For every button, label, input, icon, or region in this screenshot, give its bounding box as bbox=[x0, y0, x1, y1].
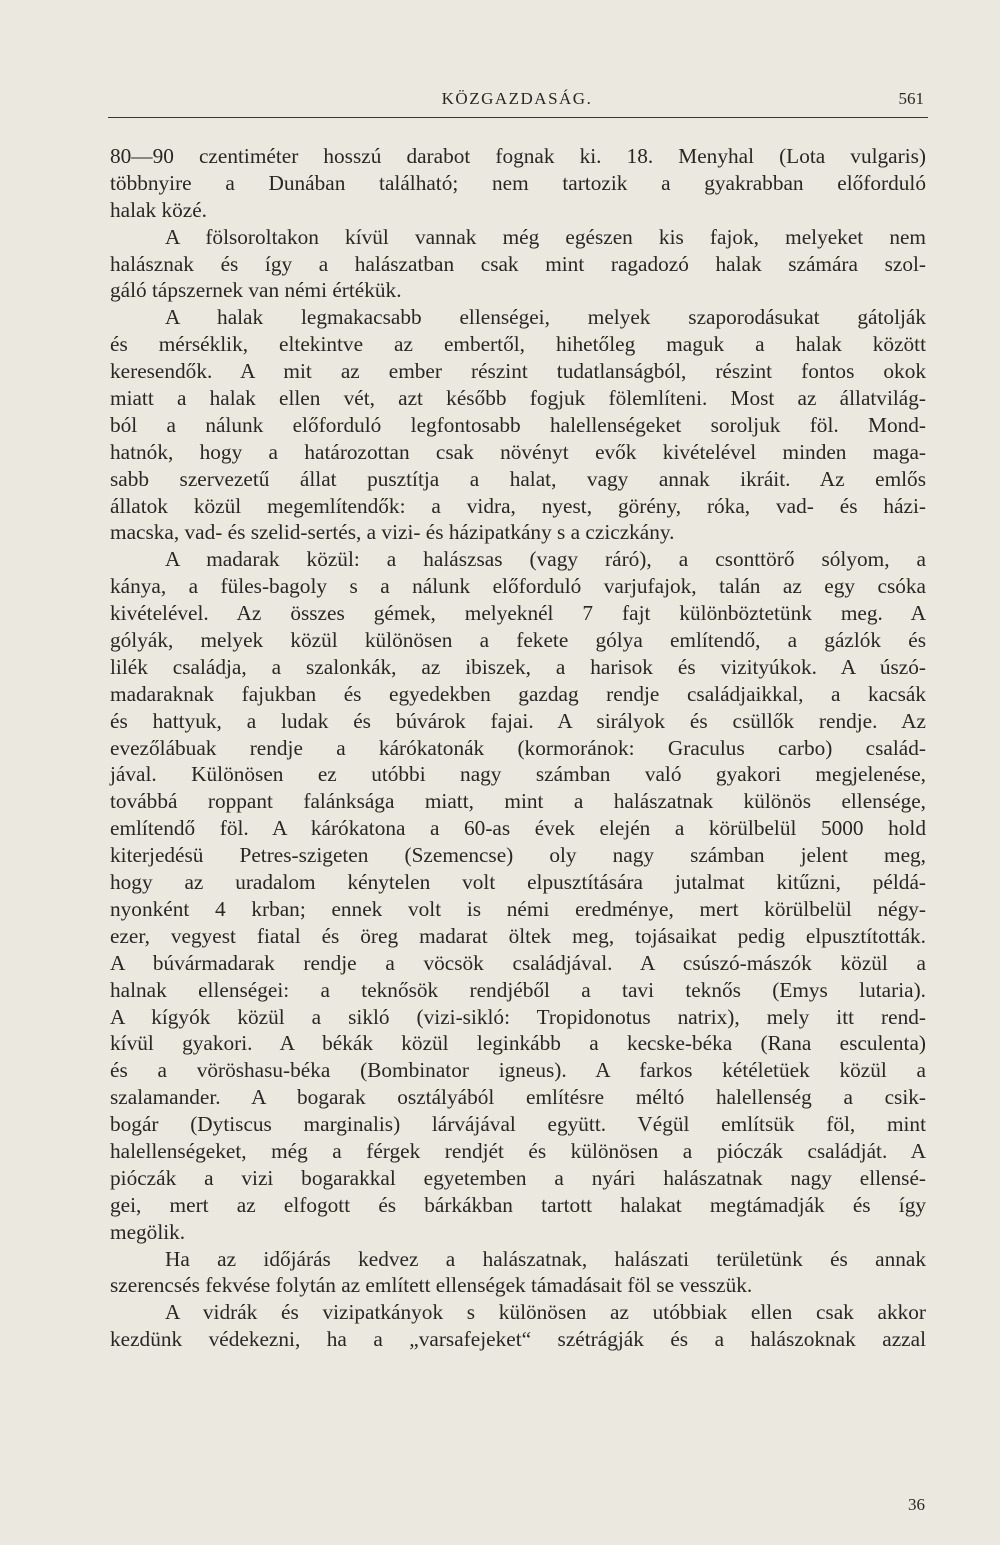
text-line: többnyire a Dunában található; nem tartozik a gyakrabban előforduló bbox=[110, 170, 926, 195]
text-line: kivételével. Az összes gémek, melyeknél 7 fajt különböztetünk meg. A bbox=[110, 601, 926, 626]
text-line: keresendők. A mit az ember részint tudatlanságból, részint fontos okok bbox=[110, 359, 926, 384]
text-line: A kígyók közül a sikló (vizi-sikló: Tropidonotus natrix), mely itt rend- bbox=[110, 1004, 926, 1029]
text-line: A fölsoroltakon kívül vannak még egészen kis fajok, melyeket nem bbox=[165, 224, 926, 249]
text-line: kiterjedésü Petres-szigeten (Szemencse) oly nagy számban jelent meg, bbox=[110, 843, 926, 868]
text-line: halellenségeket, még a férgek rendjét és különösen a pióczák családját. A bbox=[110, 1138, 926, 1163]
text-line: és mérséklik, eltekintve az embertől, hihetőleg maguk a halak között bbox=[110, 332, 926, 357]
text-line: említendő föl. A kárókatona a 60-as évek elején a körülbelül 5000 hold bbox=[110, 816, 926, 841]
text-line: nyonként 4 krban; ennek volt is némi eredménye, mert körülbelül négy- bbox=[110, 896, 926, 921]
text-line: A madarak közül: a halászsas (vagy ráró), a csonttörő sólyom, a bbox=[165, 547, 926, 572]
header-rule bbox=[108, 117, 928, 118]
page-header bbox=[108, 86, 926, 114]
text-line: szerencsés fekvése folytán az említett ellenségek támadásait föl se vesszük. bbox=[110, 1273, 753, 1298]
text-line: evezőlábuak rendje a kárókatonák (kormoránok: Graculus carbo) család- bbox=[110, 735, 926, 760]
page-number: 561 bbox=[898, 89, 924, 108]
text-line: pióczák a vizi bogarakkal egyetemben a nyári halászatnak nagy ellensé- bbox=[110, 1165, 926, 1190]
text-line: továbbá roppant falánksága miatt, mint a halászatnak különös ellensége, bbox=[110, 789, 926, 814]
text-line: miatt a halak ellen vét, azt később fogjuk fölemlíteni. Most az állatvilág- bbox=[110, 386, 926, 411]
text-line: A vidrák és vizipatkányok s különösen az utóbbiak ellen csak akkor bbox=[165, 1300, 926, 1325]
text-line: állatok közül megemlítendők: a vidra, nyest, görény, róka, vad- és házi- bbox=[110, 493, 926, 518]
text-line: ból a nálunk előforduló legfontosabb halellenségeket soroljuk föl. Mond- bbox=[110, 412, 926, 437]
text-line: gáló tápszernek van némi értékük. bbox=[110, 278, 402, 303]
text-line: megölik. bbox=[110, 1219, 186, 1244]
text-line: kánya, a füles-bagoly s a nálunk előforduló varjufajok, talán az egy csóka bbox=[110, 574, 926, 599]
body-text bbox=[110, 143, 926, 1353]
text-line: sabb szervezetű állat pusztítja a halat, vagy annak ikráit. Az emlős bbox=[110, 466, 926, 491]
text-line: bogár (Dytiscus marginalis) lárvájával együtt. Végül említsük föl, mint bbox=[110, 1112, 926, 1137]
text-line: gólyák, melyek közül különösen a fekete gólya említendő, a gázlók és bbox=[110, 628, 926, 653]
text-line: hogy az uradalom kénytelen volt elpusztítására jutalmat kitűzni, példá- bbox=[110, 870, 926, 895]
text-line: lilék családja, a szalonkák, az ibiszek, a harisok és vizityúkok. A úszó- bbox=[110, 654, 926, 679]
text-line: madaraknak fajukban és egyedekben gazdag rendje családjaikkal, a kacsák bbox=[110, 681, 926, 706]
text-line: és a vöröshasu-béka (Bombinator igneus). A farkos kétéletüek közül a bbox=[110, 1058, 926, 1083]
text-line: halak közé. bbox=[110, 197, 207, 222]
text-line: halnak ellenségei: a teknősök rendjéből a tavi teknős (Emys lutaria). bbox=[110, 977, 926, 1002]
text-line: szalamander. A bogarak osztályából említésre méltó halellenség a csik- bbox=[110, 1085, 926, 1110]
text-line: ezer, vegyest fiatal és öreg madarat öltek meg, tojásaikat pedig elpusztították. bbox=[110, 923, 926, 948]
text-line: kívül gyakori. A békák közül leginkább a kecske-béka (Rana esculenta) bbox=[110, 1031, 926, 1056]
text-line: kezdünk védekezni, ha a „varsafejeket“ szétrágják és a halászoknak azzal bbox=[110, 1327, 926, 1352]
text-line: 80—90 czentiméter hosszú darabot fognak ki. 18. Menyhal (Lota vulgaris) bbox=[110, 144, 926, 168]
text-line: és hattyuk, a ludak és búvárok fajai. A sirályok és csüllők rendje. Az bbox=[110, 708, 926, 733]
text-line: gei, mert az elfogott és bárkákban tartott halakat megtámadják és így bbox=[110, 1192, 926, 1217]
text-line: A halak legmakacsabb ellenségei, melyek szaporodásukat gátolják bbox=[165, 305, 926, 330]
text-line: hatnók, hogy a határozottan csak növényt evők kivételével minden maga- bbox=[110, 439, 926, 464]
text-line: A búvármadarak rendje a vöcsök családjával. A csúszó-mászók közül a bbox=[110, 950, 926, 975]
text-line: halásznak és így a halászatban csak mint ragadozó halak számára szol- bbox=[110, 251, 926, 276]
signature-mark: 36 bbox=[908, 1495, 925, 1514]
text-line: jával. Különösen ez utóbbi nagy számban való gyakori megjelenése, bbox=[110, 762, 926, 787]
running-head: KÖZGAZDASÁG. bbox=[441, 89, 593, 108]
text-line: Ha az időjárás kedvez a halászatnak, halászati területünk és annak bbox=[165, 1246, 926, 1271]
text-line: macska, vad- és szelid-sertés, a vizi- és házipatkány s a cziczkány. bbox=[110, 520, 675, 545]
